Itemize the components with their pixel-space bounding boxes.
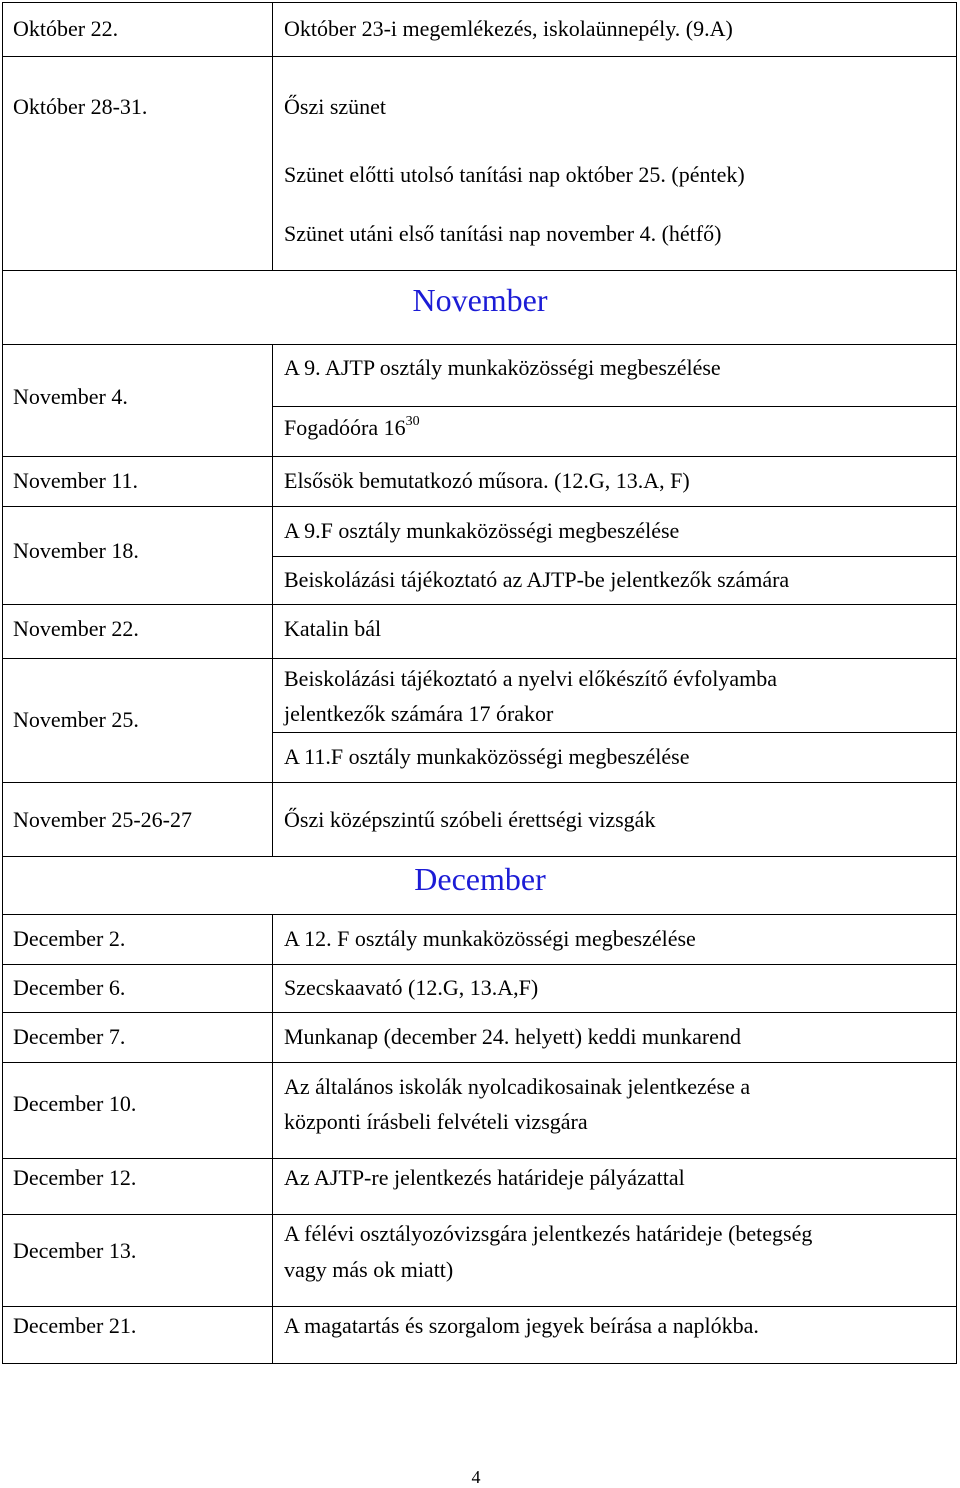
date-cell: November 22. — [13, 616, 139, 641]
page-number: 4 — [471, 1467, 481, 1487]
month-heading-december: December — [414, 861, 546, 897]
row-divider — [2, 56, 957, 57]
event-cell: A 9.F osztály munkaközösségi megbeszélése — [284, 518, 680, 543]
event-cell: Őszi középszintű szóbeli érettségi vizsgák — [284, 807, 656, 832]
event-cell: A 9. AJTP osztály munkaközösségi megbeszélése — [284, 355, 721, 380]
date-cell: November 25. — [13, 707, 139, 732]
row-divider — [2, 1306, 957, 1307]
row-divider — [2, 1214, 957, 1215]
row-divider — [272, 732, 957, 733]
date-cell: November 18. — [13, 538, 139, 563]
row-divider — [2, 914, 957, 915]
date-cell: Október 22. — [13, 16, 119, 41]
event-cell: A félévi osztályozóvizsgára jelentkezés határideje (betegség — [284, 1221, 813, 1246]
row-divider — [272, 556, 957, 557]
event-cell: vagy más ok miatt) — [284, 1257, 454, 1282]
date-cell: November 11. — [13, 468, 139, 493]
date-cell: December 7. — [13, 1024, 126, 1049]
month-heading-november: November — [412, 282, 548, 318]
row-divider — [2, 964, 957, 965]
column-divider — [272, 914, 273, 1364]
date-cell: December 13. — [13, 1238, 137, 1263]
row-divider — [2, 658, 957, 659]
event-cell: Beiskolázási tájékoztató a nyelvi előkészítő évfolyamba — [284, 666, 777, 691]
row-divider — [272, 406, 957, 407]
date-cell: November 4. — [13, 384, 128, 409]
event-cell: A 12. F osztály munkaközösségi megbeszélése — [284, 926, 696, 951]
event-text: Fogadóóra 16 — [284, 415, 406, 440]
row-divider — [2, 604, 957, 605]
event-cell: Szünet utáni első tanítási nap november 4. (hétfő) — [284, 221, 722, 246]
date-cell: December 6. — [13, 975, 126, 1000]
event-cell: Katalin bál — [284, 616, 382, 641]
row-divider — [2, 1062, 957, 1063]
row-divider — [2, 856, 957, 857]
row-divider — [2, 782, 957, 783]
event-cell: Elsősök bemutatkozó műsora. (12.G, 13.A, F) — [284, 468, 690, 493]
event-cell: Az AJTP-re jelentkezés határideje pályázattal — [284, 1165, 685, 1190]
date-cell: November 25-26-27 — [13, 807, 193, 832]
row-divider — [2, 506, 957, 507]
date-cell: December 21. — [13, 1313, 137, 1338]
event-cell: A magatartás és szorgalom jegyek beírása a naplókba. — [284, 1313, 759, 1338]
event-cell: jelentkezők számára 17 órakor — [284, 701, 554, 726]
row-divider — [2, 270, 957, 271]
row-divider — [2, 1012, 957, 1013]
column-divider — [272, 344, 273, 856]
event-cell: Szünet előtti utolsó tanítási nap október 25. (péntek) — [284, 162, 745, 187]
event-cell: A 11.F osztály munkaközösségi megbeszélése — [284, 744, 690, 769]
event-cell: Október 23-i megemlékezés, iskolaünnepély. (9.A) — [284, 16, 733, 41]
event-cell: Szecskaavató (12.G, 13.A,F) — [284, 975, 539, 1000]
event-cell: Munkanap (december 24. helyett) keddi munkarend — [284, 1024, 741, 1049]
event-cell — [284, 410, 420, 446]
date-cell: Október 28-31. — [13, 94, 148, 119]
date-cell: December 10. — [13, 1091, 137, 1116]
row-divider — [2, 344, 957, 345]
column-divider — [272, 2, 273, 270]
row-divider — [2, 456, 957, 457]
row-divider — [2, 1158, 957, 1159]
event-cell: Az általános iskolák nyolcadikosainak jelentkezése a — [284, 1074, 751, 1099]
event-cell: Őszi szünet — [284, 94, 387, 119]
superscript: 30 — [405, 413, 420, 429]
date-cell: December 12. — [13, 1165, 137, 1190]
event-cell: Beiskolázási tájékoztató az AJTP-be jelentkezők számára — [284, 567, 790, 592]
event-cell: központi írásbeli felvételi vizsgára — [284, 1109, 588, 1134]
date-cell: December 2. — [13, 926, 126, 951]
